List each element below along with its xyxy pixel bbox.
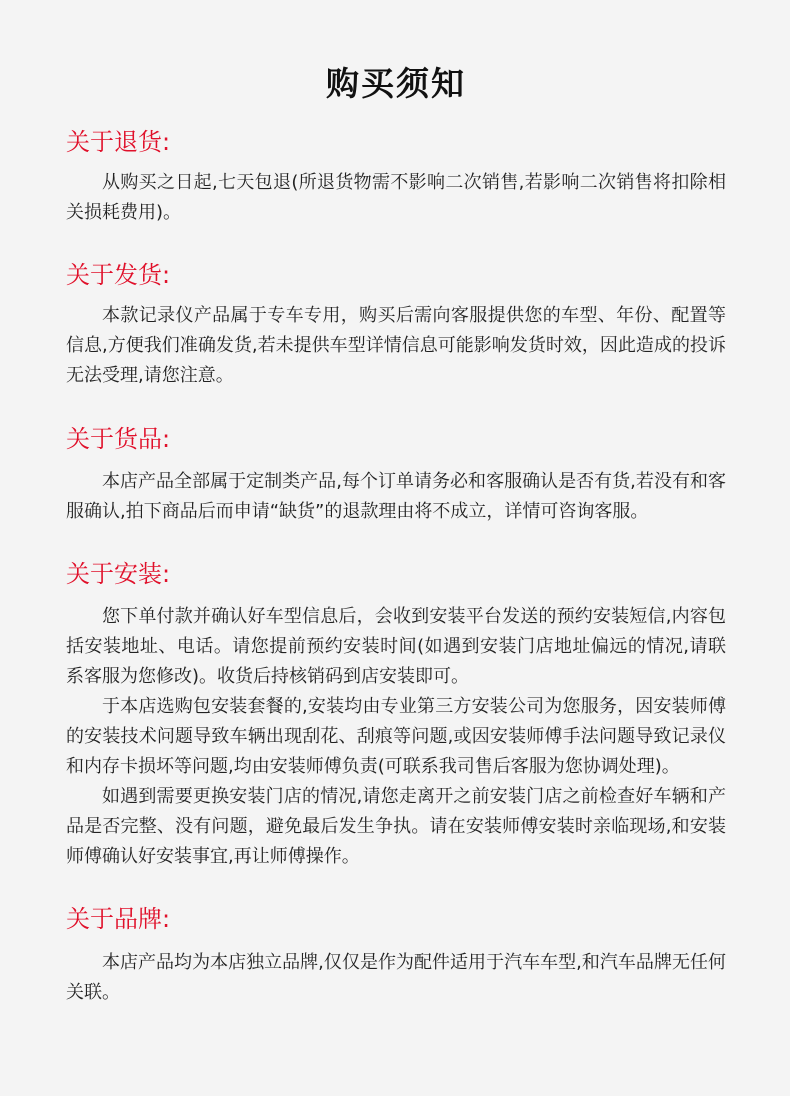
section-goods <box>66 423 726 527</box>
section-paragraph: 您下单付款并确认好车型信息后，会收到安装平台发送的预约安装短信,内容包括安装地址、电话。请您提前预约安装时间(如遇到安装门店地址偏远的情况,请联系客服为您修改)。收货后持核销码到店安装即可。 <box>66 606 726 687</box>
section-heading-shipping: 关于发货: <box>66 261 171 289</box>
section-heading-installation: 关于安装: <box>66 560 171 588</box>
section-paragraph: 从购买之日起,七天包退(所退货物需不影响二次销售,若影响二次销售将扣除相关损耗费用)。 <box>66 172 726 223</box>
section-brand <box>66 903 726 1008</box>
section-paragraph: 本店产品均为本店独立品牌,仅仅是作为配件适用于汽车车型,和汽车品牌无任何关联。 <box>66 952 726 1003</box>
section-heading-returns: 关于退货: <box>66 128 171 156</box>
section-heading-brand: 关于品牌: <box>66 905 171 933</box>
section-returns <box>66 126 726 228</box>
page-title: 购买须知 <box>326 64 466 103</box>
section-shipping <box>66 259 726 391</box>
section-paragraph: 如遇到需要更换安装门店的情况,请您走离开之前安装门店之前检查好车辆和产品是否完整、没有问题，避免最后发生争执。请在安装师傅安装时亲临现场,和安装师傅确认好安装事宜,再让师傅操作。 <box>66 786 726 867</box>
section-installation <box>66 558 726 872</box>
section-heading-goods: 关于货品: <box>66 425 171 453</box>
section-paragraph: 本款记录仪产品属于专车专用，购买后需向客服提供您的车型、年份、配置等信息,方便我们准确发货,若未提供车型详情信息可能影响发货时效，因此造成的投诉无法受理,请您注意。 <box>66 305 726 386</box>
section-paragraph: 本店产品全部属于定制类产品,每个订单请务必和客服确认是否有货,若没有和客服确认,拍下商品后而申请“缺货”的退款理由将不成立，详情可咨询客服。 <box>66 471 726 522</box>
section-paragraph: 于本店选购包安装套餐的,安装均由专业第三方安装公司为您服务，因安装师傅的安装技术问题导致车辆出现刮花、刮痕等问题,或因安装师傅手法问题导致记录仪和内存卡损坏等问题,均由安装师傅负责(可联系我司售后客服为您协调处理)。 <box>66 696 726 777</box>
